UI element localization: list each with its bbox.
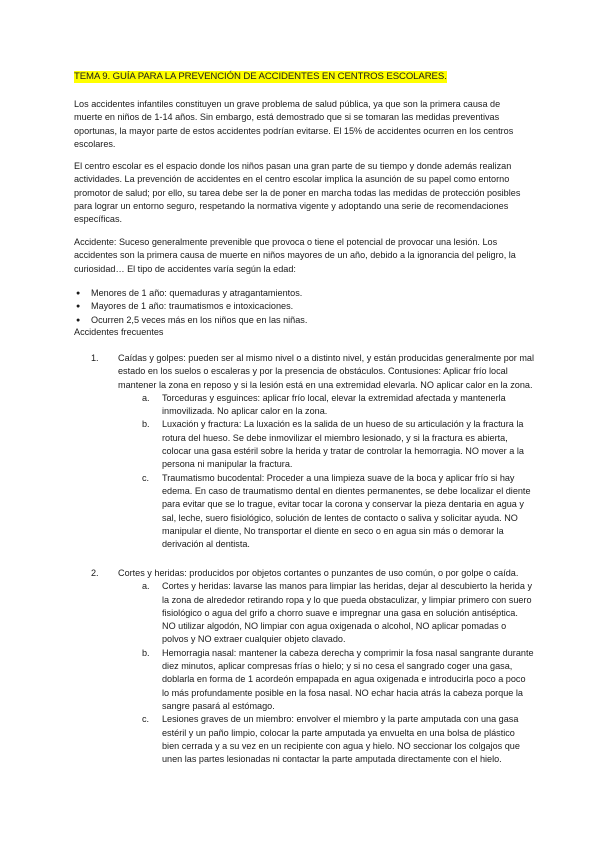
sub-item-text: Torceduras y esguinces: aplicar frío local, elevar la extremidad afectada y mantenerla inmovilizada. No aplicar calor en la zona.	[162, 392, 506, 417]
school-paragraph: El centro escolar es el espacio donde los niños pasan una gran parte de su tiempo y donde además realizan actividades. La prevención de accidentes en el centro escolar implica la asunción de su papel como entorno promotor de salud; por ello, su tarea debe ser la de poner en marcha todas las medidas de protección posibles para lograr un entorno seguro, respetando la normativa vigente y adoptando una serie de recomendaciones específicas.	[74, 161, 521, 225]
numbered-list-2	[74, 567, 534, 766]
sub-item-letter: a.	[142, 581, 150, 592]
sub-list-item	[118, 647, 534, 713]
document-title: TEMA 9. GUÍA PARA LA PREVENCIÓN DE ACCIDENTES EN CENTROS ESCOLARES.	[74, 71, 447, 82]
age-bullet-list	[74, 287, 529, 327]
list-item	[74, 567, 534, 766]
sub-item-text: Luxación y fractura: La luxación es la salida de un hueso de su articulación y la fractura la rotura del hueso. Se debe inmovilizar el miembro lesionado, y si la fractura es abierta, colocar una gasa estéril sobre la herida y tratar de controlar la hemorragia. NO mover a la persona ni manipular la fractura.	[162, 419, 524, 470]
definition-paragraph: Accidente: Suceso generalmente prevenible que provoca o tiene el potencial de provocar una lesión. Los accidentes son la primera causa de muerte en niños mayores de un año, debido a la ignorancia del peligro, la curiosidad… El tipo de accidentes varía según la edad:	[74, 237, 516, 274]
frequent-accidents-heading: Accidentes frecuentes	[74, 327, 164, 337]
bullet-item: ● Mayores de 1 año: traumatismos e intoxicaciones.	[74, 300, 529, 313]
sub-list-item	[118, 472, 534, 552]
sub-item-letter: a.	[142, 392, 150, 403]
sub-item-text: Lesiones graves de un miembro: envolver el miembro y la parte amputada con una gasa estéril y un paño limpio, colocar la parte amputada ya envuelta en una bolsa de plástico bien cerrada y a su vez en un recipiente con agua y hielo. NO seccionar los colgajos que unen las partes lesionadas ni contactar la parte amputada directamente con el hielo.	[162, 714, 520, 765]
item-number: 2.	[91, 568, 99, 578]
sub-item-text: Traumatismo bucodental: Proceder a una limpieza suave de la boca y aplicar frío si hay edema. En caso de traumatismo dental en dientes permanentes, se debe localizar el diente para evitar que se lo trague, evitar tocar la corona y conservar la pieza dentaria en agua y sal, leche, suero fisiológico, solución de lentes de contacto o saliva y solicitar ayuda. NO manipular el diente, No transportar el diente en seco o en agua sin más o demorar la derivación al dentista.	[162, 472, 531, 550]
sub-list	[118, 580, 534, 766]
sub-list	[118, 392, 534, 552]
numbered-list-1	[74, 352, 534, 551]
sub-list-item	[118, 580, 534, 646]
sub-list-item	[118, 392, 534, 419]
list-item	[74, 352, 534, 551]
sub-item-text: Cortes y heridas: lavarse las manos para limpiar las heridas, dejar al descubierto la herida y la zona de alrededor retirando ropa y lo que pueda obstaculizar, y limpiar primero con suero fisiológico o agua del grifo a chorro suave e impregnar una gasa en solución antiséptica. NO utilizar algodón, NO limpiar con agua oxigenada o alcohol, NO aplicar pomadas o polvos y NO extraer cualquier objeto clavado.	[162, 581, 532, 645]
bullet-item: ● Ocurren 2,5 veces más en los niños que en las niñas.	[74, 314, 529, 327]
item-text: Cortes y heridas: producidos por objetos cortantes o punzantes de uso común, o por golpe o caída.	[118, 568, 519, 578]
intro-paragraph: Los accidentes infantiles constituyen un grave problema de salud pública, ya que son la primera causa de muerte en niños de 1-14 años. Sin embargo, está demostrado que si se tomaran las medidas preventivas oportunas, la mayor parte de estos accidentes podrían evitarse. El 15% de accidentes ocurren en los centros escolares.	[74, 99, 514, 149]
sub-list-item	[118, 418, 534, 471]
item-text: Caídas y golpes: pueden ser al mismo nivel o a distinto nivel, y están producidas generalmente por mal estado en los suelos o escaleras y por la presencia de obstáculos. Contusiones: Aplicar frío local mantener la zona en reposo y si la lesión está en una extremidad elevarla. NO aplicar calor en la zona.	[118, 353, 535, 390]
sub-item-letter: b.	[142, 419, 150, 430]
sub-item-text: Hemorragia nasal: mantener la cabeza derecha y comprimir la fosa nasal sangrante durante diez minutos, aplicar compresas frías o hielo; y si no cesa el sangrado coger una gasa, doblarla en forma de 1 acordeón empapada en agua oxigenada e introducirla poco a poco lo más profundamente posible en la fosa nasal. NO echar hacia atrás la cabeza porque la sangre pasará al estómago.	[162, 647, 534, 711]
bullet-item: ● Menores de 1 año: quemaduras y atragantamientos.	[74, 287, 529, 300]
sub-list-item	[118, 713, 534, 766]
sub-item-letter: c.	[142, 472, 150, 483]
item-number: 1.	[91, 353, 99, 363]
sub-item-letter: c.	[142, 714, 150, 725]
sub-item-letter: b.	[142, 647, 150, 658]
